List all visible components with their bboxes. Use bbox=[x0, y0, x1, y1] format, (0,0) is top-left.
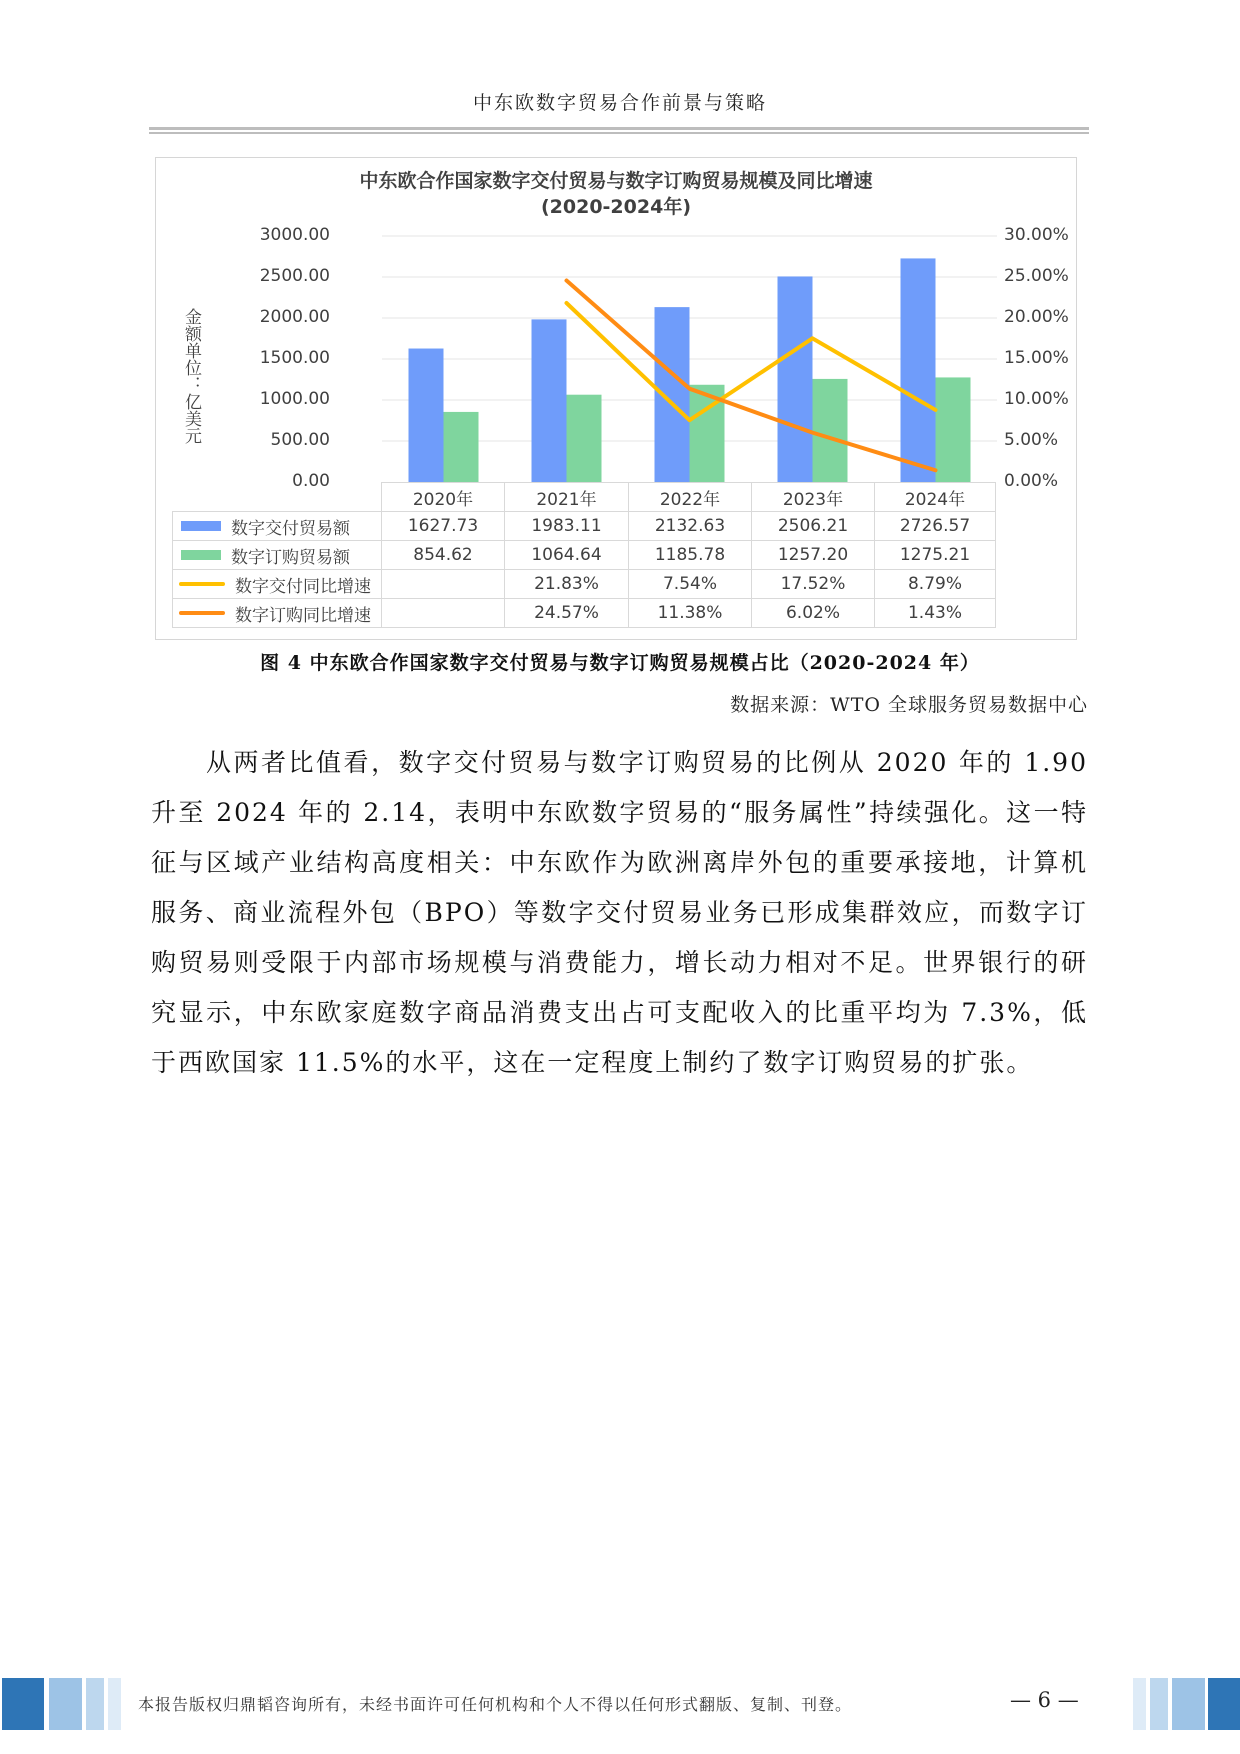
bar bbox=[813, 379, 848, 482]
category-label: 2023年 bbox=[752, 483, 875, 512]
table-cell: 1983.11 bbox=[505, 512, 629, 541]
bar bbox=[444, 412, 479, 482]
y-tick-label: 2000.00 bbox=[259, 307, 330, 327]
y-tick-label: 2500.00 bbox=[259, 266, 330, 286]
table-cell bbox=[382, 570, 505, 599]
chart-subtitle: (2020-2024年) bbox=[540, 196, 691, 218]
chart-title: 中东欧合作国家数字交付贸易与数字订购贸易规模及同比增速 bbox=[359, 170, 873, 192]
y-tick-label: 1000.00 bbox=[259, 389, 330, 409]
category-label: 2021年 bbox=[505, 483, 629, 512]
footer-block bbox=[1172, 1678, 1205, 1730]
header-rule bbox=[149, 127, 1089, 130]
footer-block bbox=[49, 1678, 82, 1730]
table-cell: 854.62 bbox=[382, 541, 505, 570]
table-cell: 1.43% bbox=[875, 599, 996, 628]
table-row bbox=[173, 599, 996, 628]
table-cell: 2726.57 bbox=[875, 512, 996, 541]
y-tick-label: 3000.00 bbox=[259, 225, 330, 245]
figure-caption: 图 4 中东欧合作国家数字交付贸易与数字订购贸易规模占比（2020-2024 年） bbox=[260, 652, 980, 674]
table-cell: 7.54% bbox=[629, 570, 752, 599]
table-cell bbox=[382, 599, 505, 628]
table-cell: 11.38% bbox=[629, 599, 752, 628]
bar bbox=[567, 395, 602, 482]
footer-block bbox=[1208, 1678, 1240, 1730]
table-row bbox=[173, 541, 996, 570]
footer-block bbox=[1150, 1678, 1168, 1730]
line-swatch-icon bbox=[179, 611, 225, 615]
table-cell: 1185.78 bbox=[629, 541, 752, 570]
header-rule bbox=[149, 132, 1089, 134]
y2-tick-label: 10.00% bbox=[1004, 389, 1069, 409]
y2-tick-label: 30.00% bbox=[1004, 225, 1069, 245]
footer-block bbox=[86, 1678, 104, 1730]
legend-item: 数字交付同比增速 bbox=[173, 570, 382, 599]
table-cell: 21.83% bbox=[505, 570, 629, 599]
table-cell: 2132.63 bbox=[629, 512, 752, 541]
y-tick-label: 0.00 bbox=[292, 471, 330, 491]
bar bbox=[901, 258, 936, 482]
line-swatch-icon bbox=[179, 582, 225, 586]
bar bbox=[936, 377, 971, 482]
table-cell: 1064.64 bbox=[505, 541, 629, 570]
table-cell: 1275.21 bbox=[875, 541, 996, 570]
table-cell: 17.52% bbox=[752, 570, 875, 599]
table-row bbox=[173, 570, 996, 599]
chart-data-table bbox=[172, 482, 996, 628]
page-number: — 6 — bbox=[1010, 1688, 1079, 1712]
table-cell: 24.57% bbox=[505, 599, 629, 628]
y-axis-label: 金额单位：亿美元 bbox=[181, 308, 201, 444]
footer-block bbox=[2, 1678, 44, 1730]
bar bbox=[778, 276, 813, 482]
category-label: 2022年 bbox=[629, 483, 752, 512]
bar-swatch-icon bbox=[181, 550, 221, 560]
footer-block bbox=[1133, 1678, 1146, 1730]
legend-item: 数字订购同比增速 bbox=[173, 599, 382, 628]
table-cell: 2506.21 bbox=[752, 512, 875, 541]
y2-tick-label: 5.00% bbox=[1004, 430, 1059, 450]
table-row bbox=[173, 512, 996, 541]
copyright-notice: 本报告版权归鼎韬咨询所有，未经书面许可任何机构和个人不得以任何形式翻版、复制、刊登。 bbox=[138, 1695, 853, 1714]
footer-block bbox=[108, 1678, 121, 1730]
footer-decoration-left bbox=[0, 1678, 122, 1730]
body-paragraph: 从两者比值看，数字交付贸易与数字订购贸易的比例从 2020 年的 1.90 升至 2024 年的 2.14，表明中东欧数字贸易的“服务属性”持续强化。这一特征与区域产业结构高度相关：中东欧作为欧洲离岸外包的重要承接地，计算机服务、商业流程外包（BPO）等数字交付贸易业务已形成集群效应，而数字订购贸易则受限于内部市场规模与消费能力，增长动力相对不足。世界银行的研究显示，中东欧家庭数字商品消费支出占可支配收入的比重平均为 7.3%，低于西欧国家 11.5%的水平，这在一定程度上制约了数字订购贸易的扩张。 bbox=[151, 748, 1088, 1077]
chart-container bbox=[155, 157, 1077, 640]
table-cell: 1627.73 bbox=[382, 512, 505, 541]
running-header: 中东欧数字贸易合作前景与策略 bbox=[472, 92, 767, 114]
table-cell: 8.79% bbox=[875, 570, 996, 599]
table-cell: 6.02% bbox=[752, 599, 875, 628]
category-label: 2020年 bbox=[382, 483, 505, 512]
bar bbox=[409, 349, 444, 482]
y2-tick-label: 20.00% bbox=[1004, 307, 1069, 327]
table-cell: 1257.20 bbox=[752, 541, 875, 570]
category-label: 2024年 bbox=[875, 483, 996, 512]
table-header-row bbox=[173, 483, 996, 512]
y-tick-label: 1500.00 bbox=[259, 348, 330, 368]
y2-tick-label: 25.00% bbox=[1004, 266, 1069, 286]
data-source: 数据来源：WTO 全球服务贸易数据中心 bbox=[730, 694, 1088, 716]
bar bbox=[532, 319, 567, 482]
y2-tick-label: 15.00% bbox=[1004, 348, 1069, 368]
legend-item: 数字订购贸易额 bbox=[173, 541, 382, 570]
footer-decoration-right bbox=[1133, 1678, 1240, 1730]
legend-item: 数字交付贸易额 bbox=[173, 512, 382, 541]
bar-swatch-icon bbox=[181, 521, 221, 531]
y2-tick-label: 0.00% bbox=[1004, 471, 1059, 491]
y-tick-label: 500.00 bbox=[270, 430, 330, 450]
line-series bbox=[567, 303, 936, 420]
